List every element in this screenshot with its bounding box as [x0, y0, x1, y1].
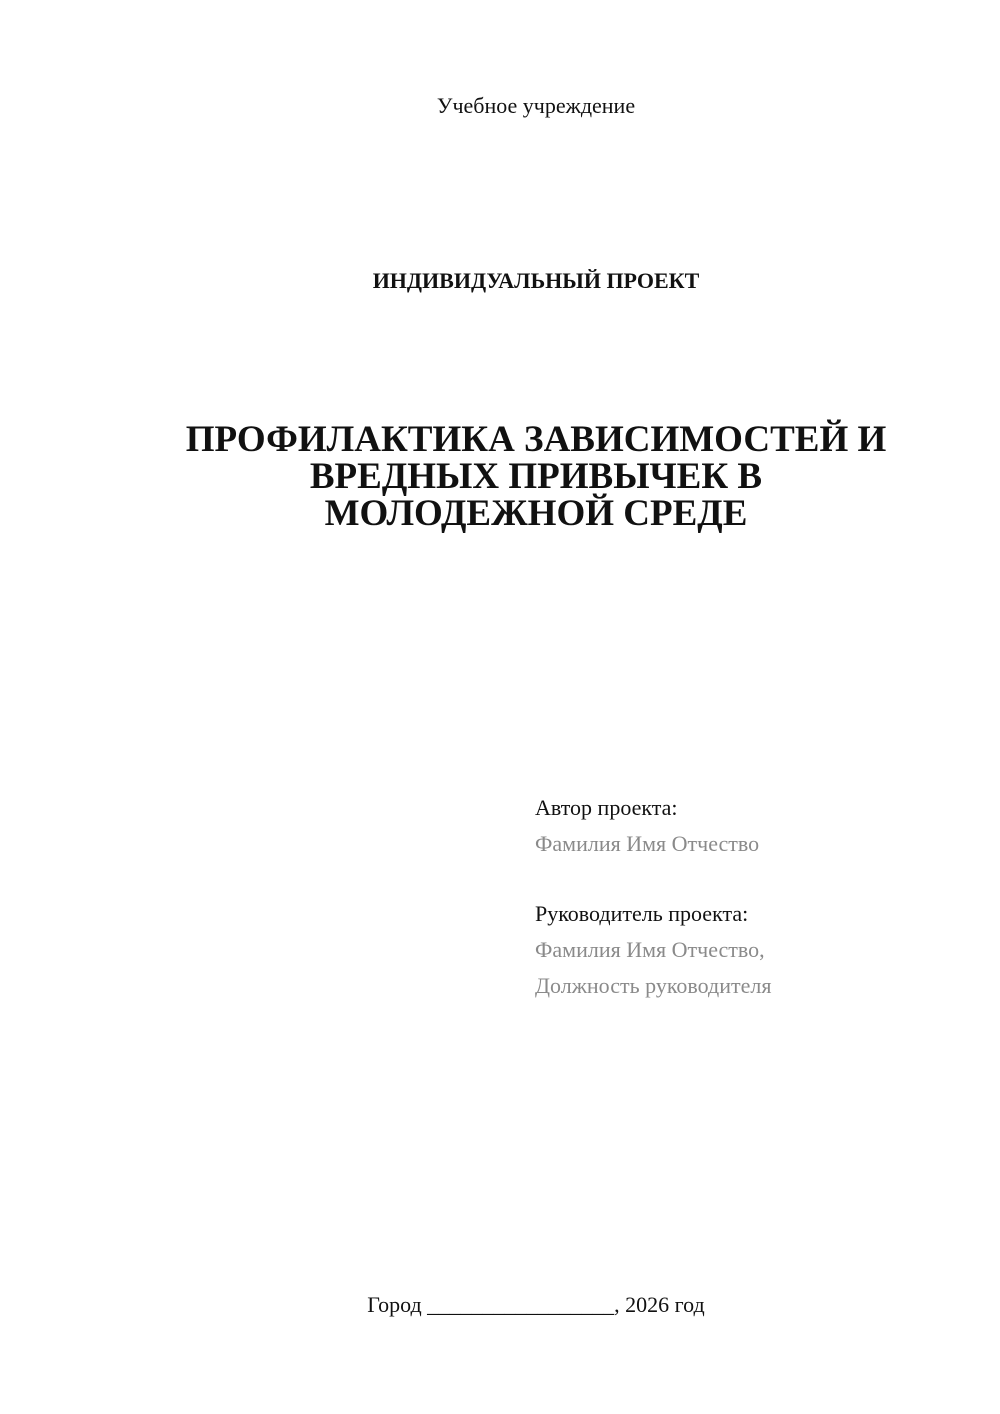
document-type: ИНДИВИДУАЛЬНЫЙ ПРОЕКТ: [372, 268, 700, 293]
supervisor-label: Руководитель проекта:: [535, 901, 749, 926]
info-spacer: [535, 862, 975, 896]
author-label: Автор проекта:: [535, 795, 678, 820]
document-title: [150, 421, 922, 532]
supervisor-position-placeholder: Должность руководителя: [535, 973, 772, 998]
title-line-3: МОЛОДЕЖНОЙ СРЕДЕ: [324, 493, 748, 534]
supervisor-name-placeholder: Фамилия Имя Отчество,: [535, 937, 765, 962]
author-name-placeholder: Фамилия Имя Отчество: [535, 831, 760, 856]
city-year-line: Город _________________, 2026 год: [367, 1292, 705, 1317]
title-line-1: ПРОФИЛАКТИКА ЗАВИСИМОСТЕЙ И: [185, 419, 887, 460]
title-line-2: ВРЕДНЫХ ПРИВЫЧЕК В: [309, 456, 763, 497]
project-info-block: [535, 790, 975, 1004]
institution-name: Учебное учреждение: [436, 93, 636, 118]
